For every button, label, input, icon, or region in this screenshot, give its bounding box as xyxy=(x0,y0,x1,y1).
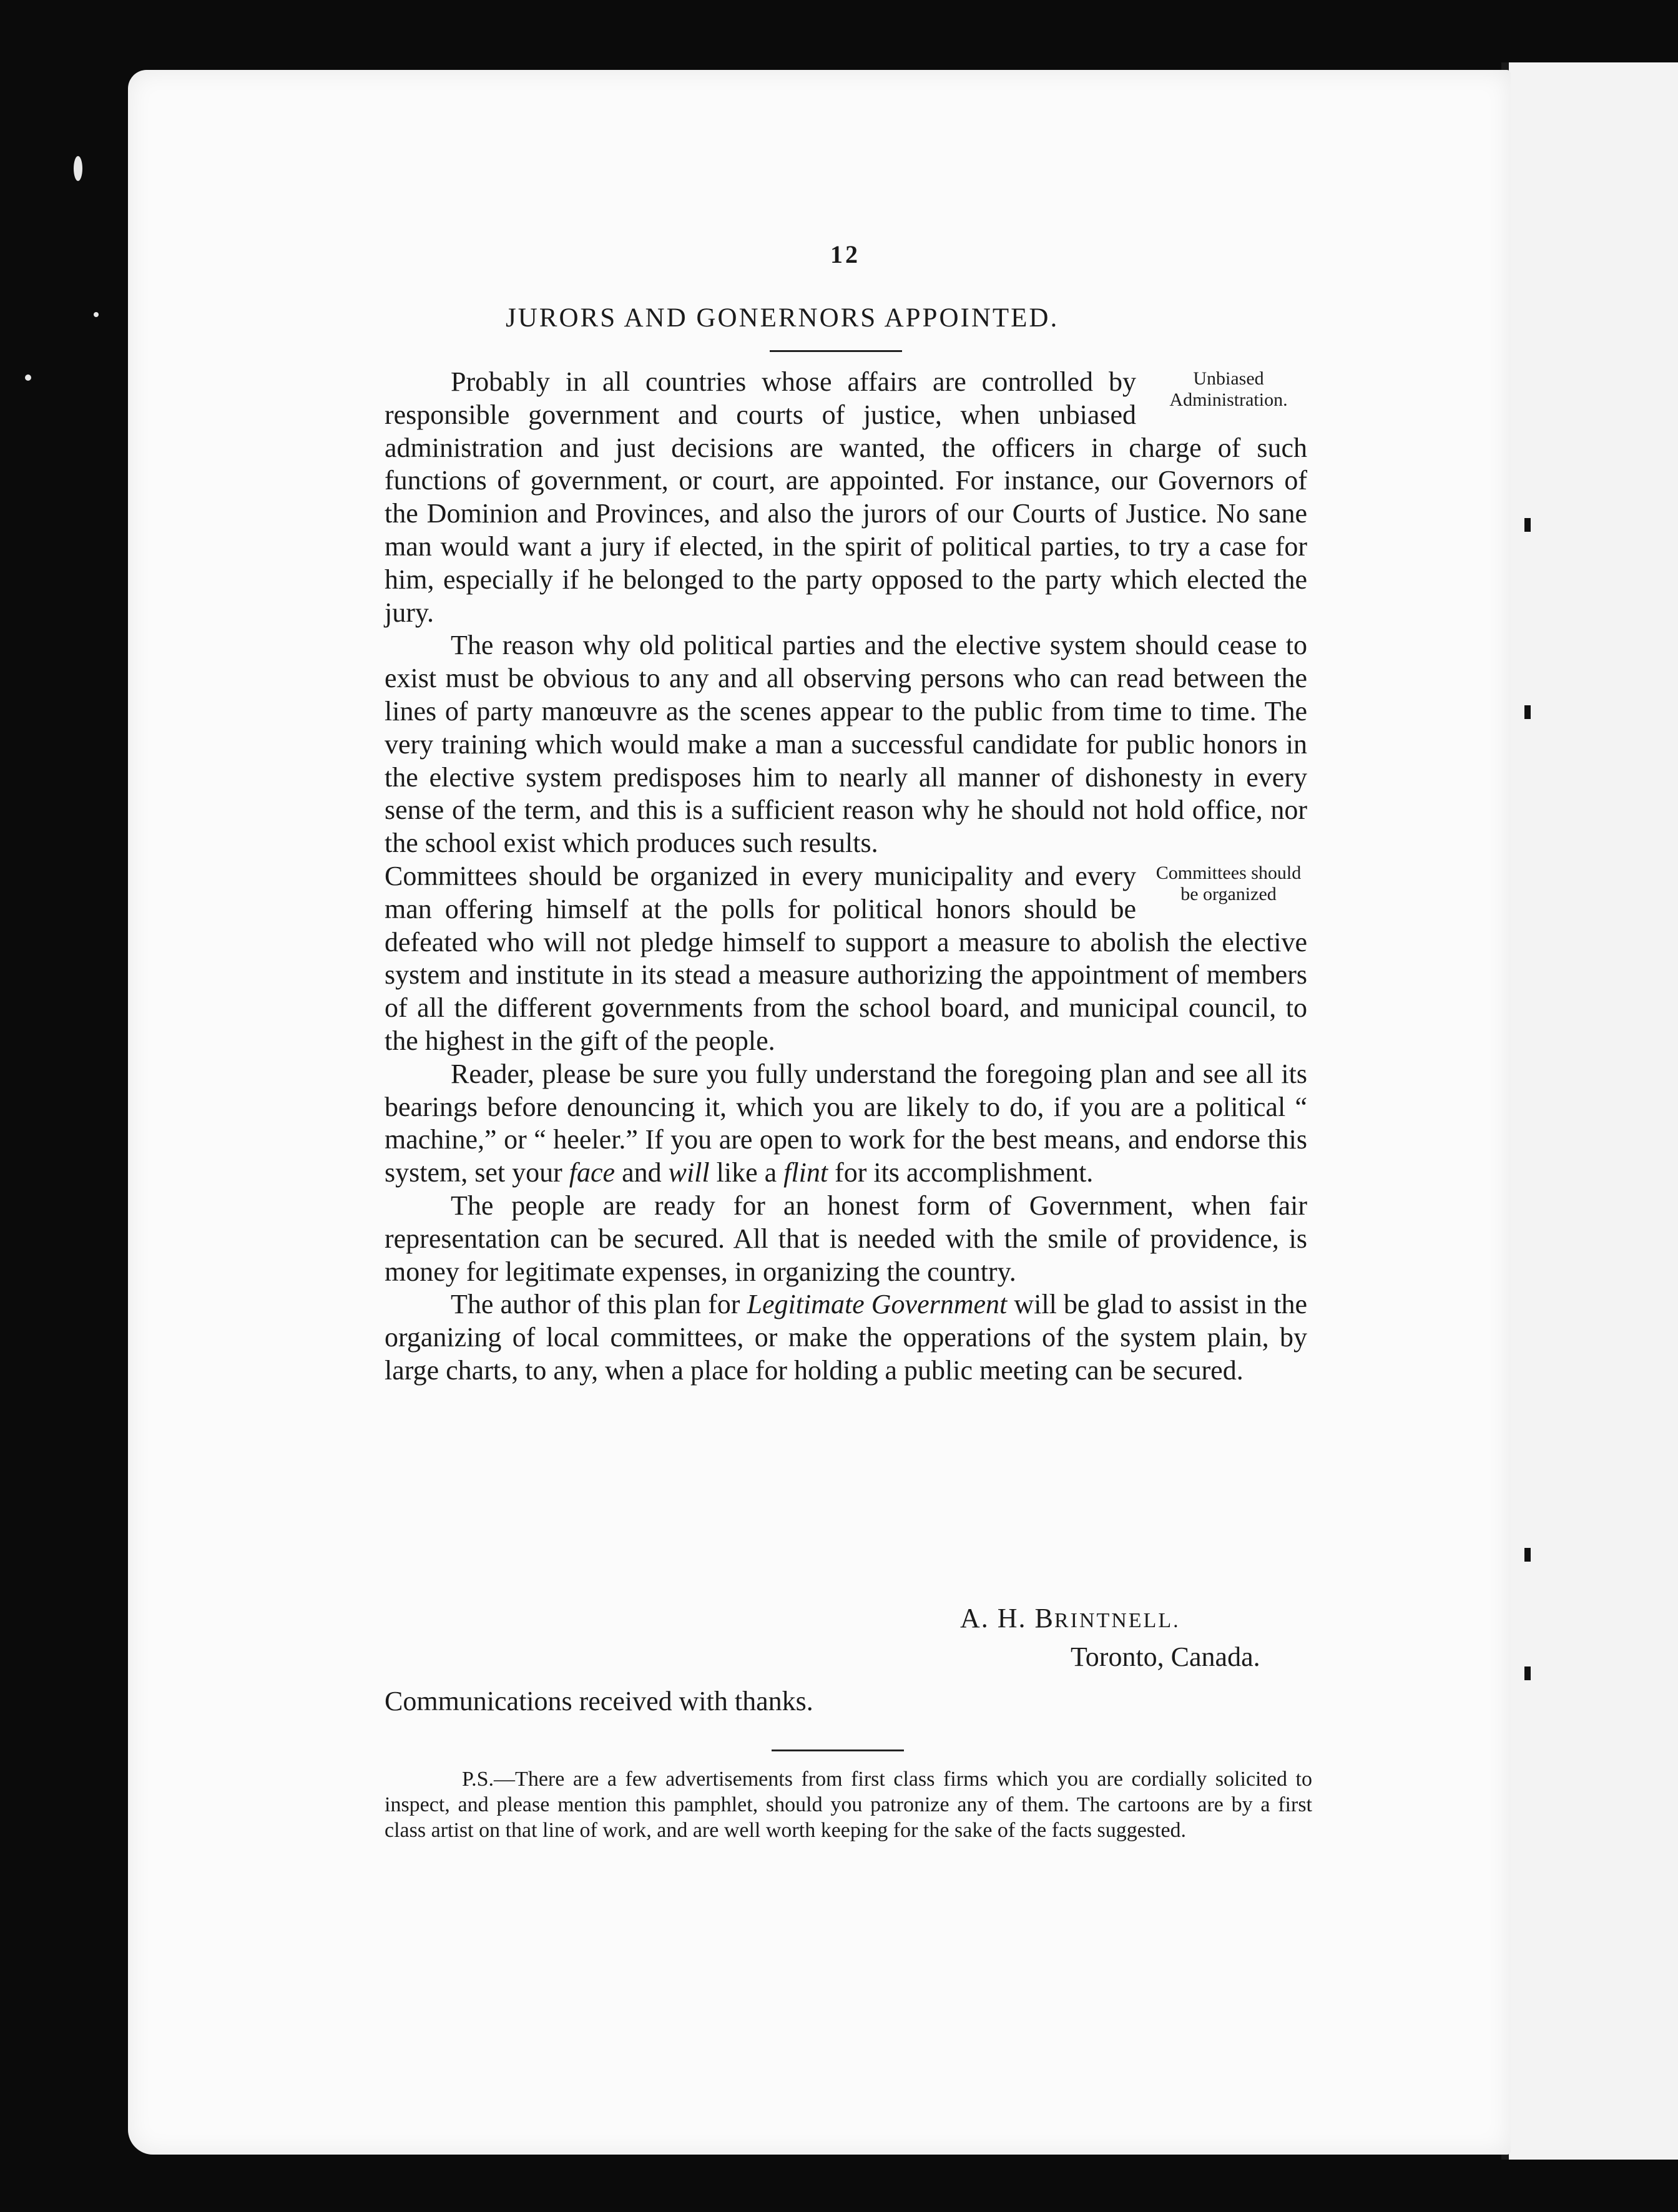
paragraph-continued: Committees should be organized Committees should be organized in every municipality and every man offering himself at the polls for political honors should be defeated who will not pledge himself to support a measure to abolish the elective system and institute in its stead a measure authorizing the appointment of members of all the different governments from the school board, and municipal council, to the highest in the gift of the people. xyxy=(385,860,1307,1056)
body-text xyxy=(385,366,1307,1387)
paragraph: Unbiased Administration. Probably in all countries whose affairs are controlled by responsible government and courts of justice, when unbiased administration and just decisions are wanted, the officers in charge of such functions of government, or court, are appointed. For instance, our Governors of the Dominion and Provinces, and also the jurors of our Courts of Justice. No sane man would want a jury if elected, in the spirit of political parties, to try a case for him, especially if he belonged to the party opposed to the party which elected the jury. xyxy=(385,366,1307,628)
postscript xyxy=(385,1766,1312,1843)
closing-line: Communications received with thanks. xyxy=(385,1686,813,1716)
adjacent-page xyxy=(1509,62,1678,2160)
scan-speck xyxy=(25,374,31,381)
emphasis: flint xyxy=(783,1157,828,1188)
adjacent-page-mark xyxy=(1524,518,1531,532)
margin-note-committees: Committees should be organized xyxy=(1155,862,1302,904)
adjacent-page-mark xyxy=(1524,705,1531,719)
postscript-divider xyxy=(772,1750,904,1751)
page-title: JURORS AND GONERNORS APPOINTED. xyxy=(506,303,1059,333)
margin-note-unbiased: Unbiased Administration. xyxy=(1169,368,1288,410)
paragraph: The author of this plan for Legitimate Government will be glad to assist in the organizing of local committees, or make the opperations of the system plain, by large charts, to any, when a place for holding a public meeting can be secured. xyxy=(385,1289,1308,1386)
signature-place: Toronto, Canada. xyxy=(1071,1642,1260,1672)
emphasis: face xyxy=(569,1157,616,1188)
title-divider xyxy=(770,350,902,352)
scan-speck xyxy=(94,312,99,317)
page-number: 12 xyxy=(830,240,860,268)
paragraph: The people are ready for an honest form of Government, when fair representation can be secured. All that is needed with the smile of providence, is money for legitimate expenses, in organizing the country. xyxy=(385,1190,1307,1287)
adjacent-page-mark xyxy=(1524,1548,1531,1562)
paragraph: Reader, please be sure you fully understand the foregoing plan and see all its bearings before denouncing it, which you are likely to do, if you are a political “ machine,” or “ heeler.” If you are open to work for the best means, and endorse this system, set your face and will like a flint for its accomplishment. xyxy=(385,1058,1307,1188)
paragraph: The reason why old political parties and the elective system should cease to exist must be obvious to any and all observing persons who can read between the lines of party manœuvre as the scenes appear to the public from time to time. The very training which would make a man a successful candidate for public honors in the elective system predisposes him to nearly all manner of dishonesty in every sense of the term, and this is a sufficient reason why he should not hold office, nor the school exist which produces such results. xyxy=(385,630,1307,859)
scan-speck xyxy=(74,156,82,181)
adjacent-page-mark xyxy=(1524,1666,1531,1680)
emphasis: Legitimate Government xyxy=(747,1289,1008,1320)
signature-name: A. H. BRINTNELL. xyxy=(960,1603,1180,1633)
emphasis: will xyxy=(668,1157,710,1188)
postscript-text: P.S.—There are a few advertisements from first class firms which you are cordially solicited to inspect, and please mention this pamphlet, should you patronize any of them. The cartoons are by a first class artist on that line of work, and are well worth keeping for the sake of the facts suggested. xyxy=(385,1768,1312,1842)
